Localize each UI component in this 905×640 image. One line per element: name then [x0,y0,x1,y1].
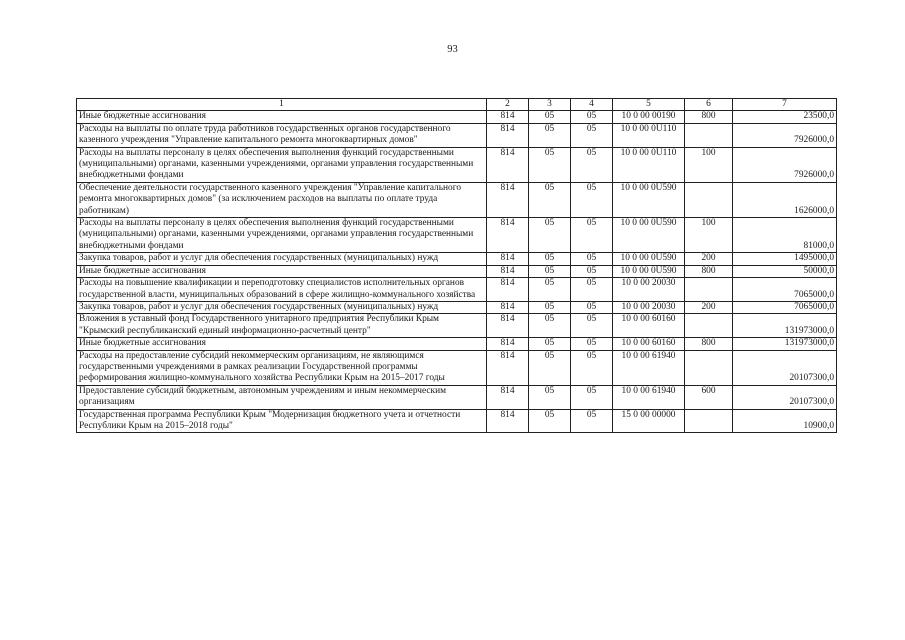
ministry-code: 814 [487,147,529,182]
ministry-code: 814 [487,265,529,277]
expense-type-code: 200 [685,301,733,313]
subsection-code: 05 [571,385,613,409]
expense-type-code [685,409,733,433]
column-header: 7 [733,99,837,111]
ministry-code: 814 [487,409,529,433]
expense-type-code: 100 [685,218,733,253]
section-code: 05 [529,301,571,313]
table-row [77,278,837,302]
amount: 131973000,0 [733,338,837,350]
target-article-code: 10 0 00 60160 [613,338,685,350]
item-name: Закупка товаров, работ и услуг для обеспечения государственных (муниципальных) нужд [77,253,487,265]
expense-type-code [685,123,733,147]
table-row [77,182,837,217]
ministry-code: 814 [487,385,529,409]
subsection-code: 05 [571,147,613,182]
ministry-code: 814 [487,182,529,217]
target-article-code: 10 0 00 0U590 [613,265,685,277]
item-name: Расходы на выплаты персоналу в целях обеспечения выполнения функций государственными (муниципальными) органами, казенными учреждениями, органами управления государственными внебюджетными фондами [77,218,487,253]
item-name: Расходы на выплаты персоналу в целях обеспечения выполнения функций государственными (муниципальными) органами, казенными учреждениями, органами управления государственными внебюджетными фондами [77,147,487,182]
expense-type-code: 800 [685,265,733,277]
amount: 1626000,0 [733,182,837,217]
expense-type-code [685,278,733,302]
item-name: Обеспечение деятельности государственного казенного учреждения "Управление капитального ремонта многоквартирных домов" (за исключением расходов на выплаты по оплате труда работникам) [77,182,487,217]
subsection-code: 05 [571,123,613,147]
target-article-code: 10 0 00 0U110 [613,147,685,182]
item-name: Расходы на выплаты по оплате труда работников государственных органов государственного казенного учреждения "Управление капитального ремонта многоквартирных домов" [77,123,487,147]
item-name: Иные бюджетные ассигнования [77,111,487,123]
table-row [77,314,837,338]
table-row [77,350,837,385]
column-header: 3 [529,99,571,111]
target-article-code: 10 0 00 0U590 [613,218,685,253]
item-name: Расходы на повышение квалификации и переподготовку специалистов исполнительных органов государственной власти, муниципальных образований в сфере жилищно-коммунального хозяйства [77,278,487,302]
column-header: 5 [613,99,685,111]
amount: 20107300,0 [733,350,837,385]
expense-type-code: 800 [685,111,733,123]
amount: 1495000,0 [733,253,837,265]
item-name: Иные бюджетные ассигнования [77,265,487,277]
subsection-code: 05 [571,265,613,277]
budget-table [76,98,837,433]
subsection-code: 05 [571,278,613,302]
subsection-code: 05 [571,253,613,265]
target-article-code: 10 0 00 61940 [613,385,685,409]
target-article-code: 15 0 00 00000 [613,409,685,433]
section-code: 05 [529,123,571,147]
amount: 10900,0 [733,409,837,433]
subsection-code: 05 [571,314,613,338]
amount: 81000,0 [733,218,837,253]
target-article-code: 10 0 00 00190 [613,111,685,123]
table-row [77,123,837,147]
section-code: 05 [529,265,571,277]
expense-type-code: 200 [685,253,733,265]
ministry-code: 814 [487,218,529,253]
target-article-code: 10 0 00 60160 [613,314,685,338]
section-code: 05 [529,350,571,385]
ministry-code: 814 [487,338,529,350]
ministry-code: 814 [487,123,529,147]
subsection-code: 05 [571,409,613,433]
table-row [77,409,837,433]
section-code: 05 [529,385,571,409]
column-header: 4 [571,99,613,111]
target-article-code: 10 0 00 20030 [613,301,685,313]
table-row [77,338,837,350]
expense-type-code: 600 [685,385,733,409]
section-code: 05 [529,111,571,123]
amount: 7065000,0 [733,278,837,302]
amount: 7926000,0 [733,147,837,182]
target-article-code: 10 0 00 61940 [613,350,685,385]
target-article-code: 10 0 00 0U590 [613,253,685,265]
target-article-code: 10 0 00 0U110 [613,123,685,147]
section-code: 05 [529,253,571,265]
item-name: Государственная программа Республики Крым "Модернизация бюджетного учета и отчетности Республики Крым на 2015–2018 годы" [77,409,487,433]
subsection-code: 05 [571,218,613,253]
section-code: 05 [529,182,571,217]
subsection-code: 05 [571,350,613,385]
ministry-code: 814 [487,350,529,385]
subsection-code: 05 [571,301,613,313]
expense-type-code [685,182,733,217]
column-header: 2 [487,99,529,111]
amount: 20107300,0 [733,385,837,409]
expense-type-code: 800 [685,338,733,350]
table-row [77,111,837,123]
item-name: Вложения в уставный фонд Государственного унитарного предприятия Республики Крым "Крымский республиканский единый информационно-расчетный центр" [77,314,487,338]
expense-type-code: 100 [685,147,733,182]
table-row [77,218,837,253]
page-number: 93 [447,44,458,55]
table-row [77,253,837,265]
amount: 50000,0 [733,265,837,277]
header-row [77,99,837,111]
section-code: 05 [529,278,571,302]
item-name: Расходы на предоставление субсидий некоммерческим организациям, не являющимся государственными учреждениями в рамках реализации Государственной программы реформирования жилищно-коммунального хозяйства Республики Крым на 2015–2017 годы [77,350,487,385]
ministry-code: 814 [487,314,529,338]
column-header: 1 [77,99,487,111]
section-code: 05 [529,314,571,338]
ministry-code: 814 [487,111,529,123]
section-code: 05 [529,218,571,253]
amount: 7065000,0 [733,301,837,313]
ministry-code: 814 [487,253,529,265]
column-header: 6 [685,99,733,111]
item-name: Иные бюджетные ассигнования [77,338,487,350]
expense-type-code [685,314,733,338]
expense-type-code [685,350,733,385]
subsection-code: 05 [571,182,613,217]
ministry-code: 814 [487,301,529,313]
item-name: Предоставление субсидий бюджетным, автономным учреждениям и иным некоммерческим организациям [77,385,487,409]
table-row [77,385,837,409]
section-code: 05 [529,338,571,350]
target-article-code: 10 0 00 0U590 [613,182,685,217]
table-row [77,301,837,313]
amount: 131973000,0 [733,314,837,338]
subsection-code: 05 [571,338,613,350]
section-code: 05 [529,409,571,433]
section-code: 05 [529,147,571,182]
ministry-code: 814 [487,278,529,302]
amount: 7926000,0 [733,123,837,147]
target-article-code: 10 0 00 20030 [613,278,685,302]
item-name: Закупка товаров, работ и услуг для обеспечения государственных (муниципальных) нужд [77,301,487,313]
table-row [77,265,837,277]
amount: 23500,0 [733,111,837,123]
table-row [77,147,837,182]
subsection-code: 05 [571,111,613,123]
